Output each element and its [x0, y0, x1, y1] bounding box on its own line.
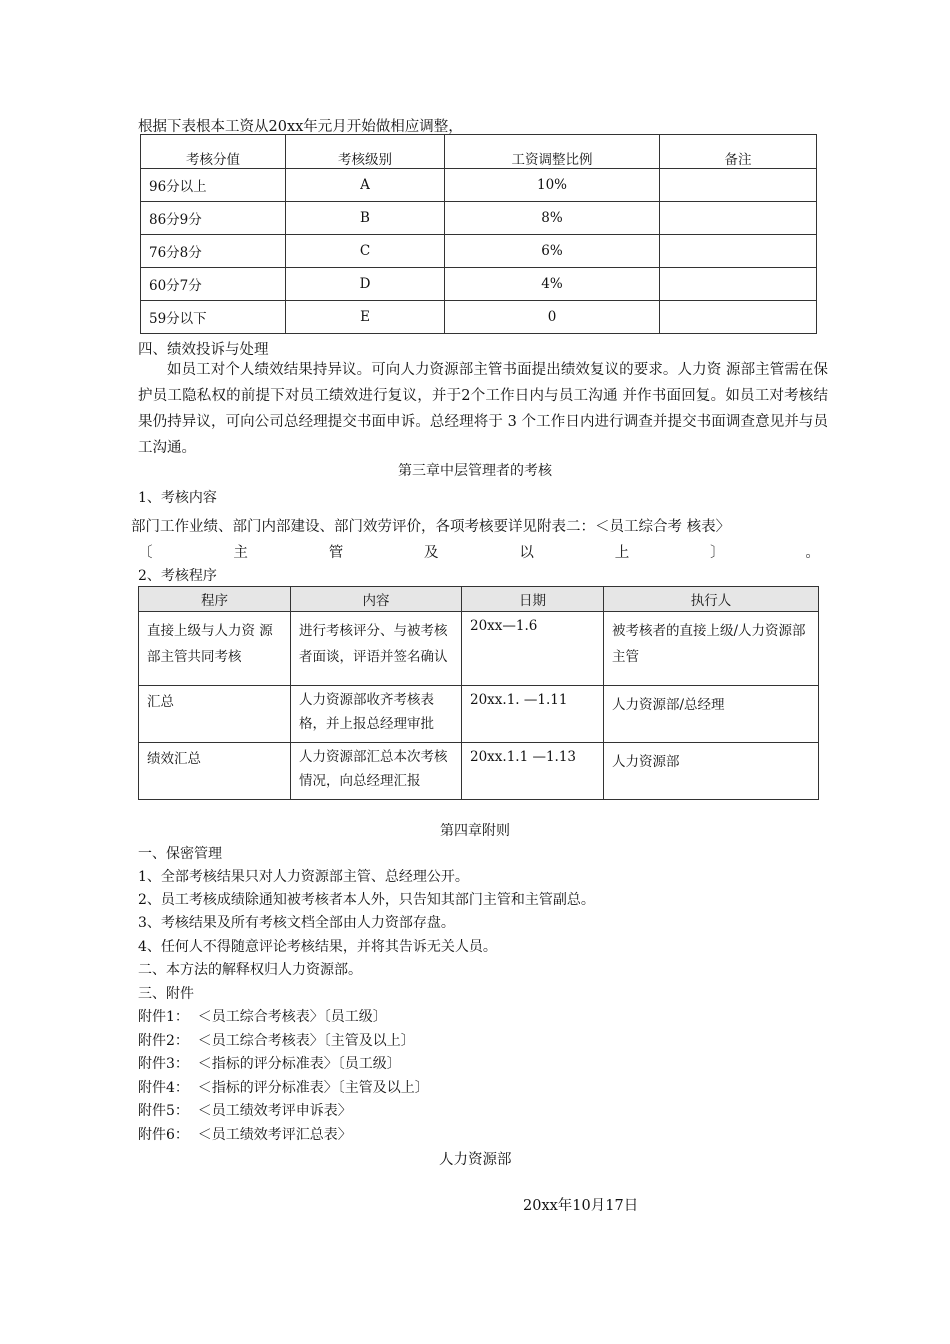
table-row: [141, 235, 817, 268]
signature-dept: 人力资源部: [439, 1152, 512, 1168]
level-cell: C: [286, 235, 445, 268]
ratio-cell: 0: [445, 301, 660, 334]
owner-cell: 人力资源部: [604, 743, 819, 800]
header-note: 备注: [660, 135, 817, 169]
c4-line: 附件3： ＜指标的评分标准表〉〔员工级〕: [138, 1056, 401, 1072]
date-cell: 20xx—1.6: [462, 612, 604, 686]
spread-char: 。: [805, 545, 820, 561]
score-cell: 86分9分: [141, 202, 286, 235]
level-cell: B: [286, 202, 445, 235]
table-header-row: [139, 587, 819, 612]
level-cell: A: [286, 169, 445, 202]
intro-text: 根据下表根本工资从20xx年元月开始做相应调整，: [138, 119, 463, 135]
step-cell: 直接上级与人力资 源部主管共同考核: [139, 612, 291, 686]
header-owner: 执行人: [604, 587, 819, 612]
ratio-cell: 4%: [445, 268, 660, 301]
spread-char: 〔: [138, 545, 153, 561]
note-cell: [660, 169, 817, 202]
spread-char: 〕: [710, 545, 725, 561]
header-step: 程序: [139, 587, 291, 612]
header-content: 内容: [291, 587, 462, 612]
header-date: 日期: [462, 587, 604, 612]
c4-line: 2、员工考核成绩除通知被考核者本人外，只告知其部门主管和主管副总。: [138, 892, 595, 908]
section4-body: 如员工对个人绩效结果持异议。可向人力资源部主管书面提出绩效复议的要求。人力资 源部主管需在保护员工隐私权的前提下对员工绩效进行复议，并于2个工作日内与员工沟通 并作书面回复。如员工对考核结果仍持异议，可向公司总经理提交书面申诉。总经理将于 3 个工作日内进行调查并提交书面调查意见并与员工沟通。: [138, 362, 828, 456]
score-cell: 59分以下: [141, 301, 286, 334]
signature-date: 20xx年10月17日: [523, 1198, 639, 1214]
spread-char: 主: [233, 545, 248, 561]
content-cell: 人力资源部汇总本次考核情况，向总经理汇报: [291, 743, 462, 800]
c4-line: 附件5： ＜员工绩效考评申诉表〉: [138, 1103, 352, 1119]
section4-paragraph: [138, 357, 828, 461]
score-cell: 60分7分: [141, 268, 286, 301]
table-row: [139, 743, 819, 800]
ratio-cell: 6%: [445, 235, 660, 268]
header-score: 考核分值: [141, 135, 286, 169]
salary-grade-table: [140, 134, 817, 334]
score-cell: 96分以上: [141, 169, 286, 202]
level-cell: E: [286, 301, 445, 334]
c3-item2: 2、考核程序: [138, 568, 217, 584]
spread-char: 及: [424, 545, 439, 561]
step-cell: 绩效汇总: [139, 743, 291, 800]
owner-cell: 人力资源部/总经理: [604, 686, 819, 743]
c4-line: 附件2： ＜员工综合考核表〉〔主管及以上〕: [138, 1033, 415, 1049]
content-cell: 人力资源部收齐考核表格，并上报总经理审批: [291, 686, 462, 743]
table-row: [139, 686, 819, 743]
spread-char: 上: [614, 545, 630, 561]
c4-line: 一、保密管理: [138, 846, 222, 862]
table-row: [141, 169, 817, 202]
score-cell: 76分8分: [141, 235, 286, 268]
level-cell: D: [286, 268, 445, 301]
c4-line: 4、任何人不得随意评论考核结果，并将其告诉无关人员。: [138, 939, 497, 955]
step-cell: 汇总: [139, 686, 291, 743]
c4-line: 附件1： ＜员工综合考核表〉〔员工级〕: [138, 1009, 387, 1025]
c4-line: 附件6： ＜员工绩效考评汇总表〉: [138, 1127, 352, 1143]
date-cell: 20xx.1. —1.11: [462, 686, 604, 743]
table-row: [141, 268, 817, 301]
chapter3-title: 第三章中层管理者的考核: [398, 463, 552, 479]
c4-line: 三、附件: [138, 986, 194, 1002]
ratio-cell: 8%: [445, 202, 660, 235]
table-header-row: [141, 135, 817, 169]
c3-content-line1: 部门工作业绩、部门内部建设、部门效劳评价，各项考核要详见附表二：＜员工综合考 核表〉: [131, 519, 731, 535]
table-row: [139, 612, 819, 686]
content-cell: 进行考核评分、与被考核者面谈，评语并签名确认: [291, 612, 462, 686]
chapter4-title: 第四章附则: [440, 823, 510, 839]
spread-char: 管: [328, 545, 344, 561]
owner-cell: 被考核者的直接上级/人力资源部主管: [604, 612, 819, 686]
procedure-table: [138, 586, 819, 800]
c4-line: 3、考核结果及所有考核文档全部由人力资部存盘。: [138, 915, 455, 931]
note-cell: [660, 235, 817, 268]
note-cell: [660, 268, 817, 301]
header-ratio: 工资调整比例: [445, 135, 660, 169]
c3-content-line2: [138, 541, 820, 562]
ratio-cell: 10%: [445, 169, 660, 202]
note-cell: [660, 202, 817, 235]
spread-char: 以: [519, 545, 534, 561]
c4-line: 1、全部考核结果只对人力资源部主管、总经理公开。: [138, 869, 469, 885]
section4-heading: 四、绩效投诉与处理: [138, 342, 269, 358]
c4-line: 二、本方法的解释权归人力资源部。: [138, 962, 362, 978]
header-level: 考核级别: [286, 135, 445, 169]
c3-item1: 1、考核内容: [138, 490, 217, 506]
table-row: [141, 202, 817, 235]
table-row: [141, 301, 817, 334]
note-cell: [660, 301, 817, 334]
date-cell: 20xx.1.1 —1.13: [462, 743, 604, 800]
c4-line: 附件4： ＜指标的评分标准表〉〔主管及以上〕: [138, 1080, 429, 1096]
